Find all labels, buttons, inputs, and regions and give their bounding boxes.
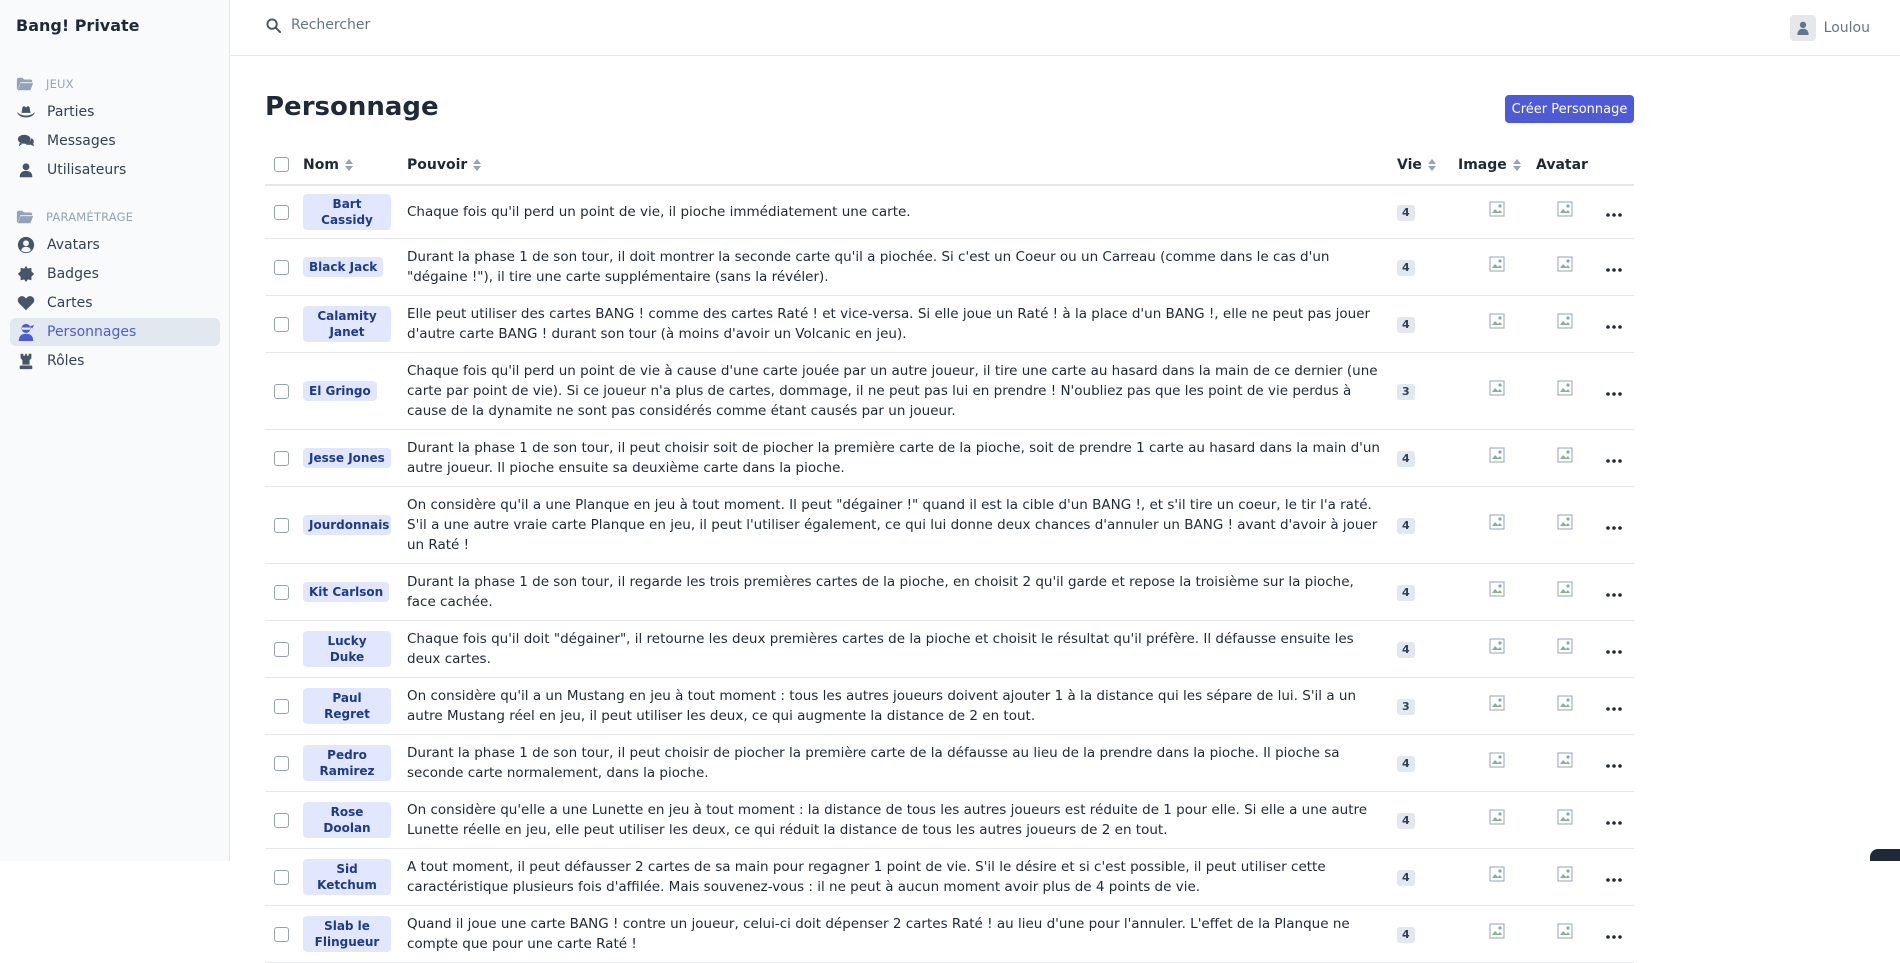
- broken-image-icon: [1557, 201, 1573, 217]
- character-power: On considère qu'il a une Planque en jeu à tout moment. Il peut "dégainer !" quand il est la cible d'un BANG !, et s'il tire un coeur, le tir l'a raté. S'il a une autre vraie carte Planque en jeu, il peut l'utiliser également, ce qui lui donne deux chances d'annuler un BANG ! avant d'avoir à jouer un Raté !: [407, 487, 1397, 564]
- row-actions-button[interactable]: [1594, 849, 1634, 906]
- character-name[interactable]: Rose Doolan: [303, 802, 391, 838]
- column-label: Avatar: [1536, 156, 1588, 173]
- broken-image-icon: [1557, 638, 1573, 654]
- row-actions-button[interactable]: [1594, 735, 1634, 792]
- broken-image-icon: [1557, 752, 1573, 768]
- avatar-cell: [1536, 296, 1594, 353]
- row-actions-button[interactable]: [1594, 430, 1634, 487]
- user-icon: [1796, 21, 1810, 35]
- broken-image-icon: [1557, 313, 1573, 329]
- more-horizontal-icon: [1606, 392, 1622, 396]
- table-row: [265, 353, 1634, 430]
- table-row: [265, 621, 1634, 678]
- vie-badge: 4: [1397, 205, 1415, 221]
- user-icon: [17, 161, 35, 179]
- section-parametrage: [16, 208, 133, 226]
- section-jeux: [16, 75, 74, 93]
- broken-image-icon: [1489, 256, 1505, 272]
- avatar-cell: [1536, 353, 1594, 430]
- search-box[interactable]: [266, 17, 691, 33]
- broken-image-icon: [1557, 809, 1573, 825]
- character-power: Chaque fois qu'il perd un point de vie, il pioche immédiatement une carte.: [407, 185, 1397, 239]
- more-horizontal-icon: [1606, 707, 1622, 711]
- more-horizontal-icon: [1606, 650, 1622, 654]
- row-actions-button[interactable]: [1594, 678, 1634, 735]
- vie-badge: 4: [1397, 813, 1415, 829]
- sidebar-item-badges[interactable]: [10, 260, 220, 288]
- broken-image-icon: [1489, 447, 1505, 463]
- table-row: [265, 849, 1634, 906]
- avatar-cell: [1536, 430, 1594, 487]
- row-checkbox[interactable]: [274, 205, 289, 220]
- corner-widget: [1870, 849, 1900, 861]
- row-checkbox[interactable]: [274, 518, 289, 533]
- column-header-avatar: [1536, 145, 1594, 185]
- sort-icon: [1428, 159, 1436, 171]
- broken-image-icon: [1489, 923, 1505, 939]
- row-checkbox[interactable]: [274, 451, 289, 466]
- character-name[interactable]: Black Jack: [303, 257, 383, 277]
- avatar-cell: [1536, 621, 1594, 678]
- certificate-icon: [17, 265, 35, 283]
- user-menu[interactable]: [1790, 15, 1870, 41]
- folder-open-icon: [16, 208, 34, 226]
- select-all-checkbox[interactable]: [274, 157, 289, 172]
- vie-badge: 3: [1397, 384, 1415, 400]
- row-checkbox[interactable]: [274, 813, 289, 828]
- comments-icon: [17, 132, 35, 150]
- character-name[interactable]: Slab le Flingueur: [303, 916, 391, 952]
- character-power: On considère qu'il a un Mustang en jeu à tout moment : tous les autres joueurs doivent ajouter 1 à la distance qui les sépare de lui. S'il a un autre Mustang réel en jeu, il peut utiliser les deux, ce qui augmente la distance de 2 en tout.: [407, 678, 1397, 735]
- character-name[interactable]: Calamity Janet: [303, 306, 391, 342]
- image-cell: [1458, 296, 1536, 353]
- image-cell: [1458, 353, 1536, 430]
- folder-open-icon: [16, 75, 34, 93]
- broken-image-icon: [1489, 866, 1505, 882]
- vie-badge: 4: [1397, 317, 1415, 333]
- broken-image-icon: [1557, 380, 1573, 396]
- image-cell: [1458, 487, 1536, 564]
- column-label: Vie: [1397, 156, 1422, 173]
- character-power: Quand il joue une carte BANG ! contre un joueur, celui-ci doit dépenser 2 cartes Raté ! au lieu d'une pour l'annuler. L'effet de la Planque ne compte que pour une carte Raté !: [407, 906, 1397, 963]
- app-brand[interactable]: Bang! Private: [16, 16, 140, 35]
- more-horizontal-icon: [1606, 268, 1622, 272]
- image-cell: [1458, 735, 1536, 792]
- sidebar-item-label: Personnages: [47, 324, 137, 340]
- sort-icon: [345, 159, 353, 171]
- vie-badge: 3: [1397, 699, 1415, 715]
- row-actions-button[interactable]: [1594, 792, 1634, 849]
- row-actions-button[interactable]: [1594, 487, 1634, 564]
- avatar-cell: [1536, 239, 1594, 296]
- character-name[interactable]: Jesse Jones: [303, 448, 391, 468]
- row-actions-button[interactable]: [1594, 239, 1634, 296]
- sidebar-item-roles[interactable]: [10, 347, 220, 375]
- character-power: Durant la phase 1 de son tour, il peut choisir de piocher la première carte de la défausse au lieu de la prendre dans la pioche. Il pioche sa seconde carte normalement, dans la pioche.: [407, 735, 1397, 792]
- personnage-table: [265, 145, 1634, 963]
- vie-badge: 4: [1397, 642, 1415, 658]
- character-name[interactable]: Lucky Duke: [303, 631, 391, 667]
- image-cell: [1458, 185, 1536, 239]
- column-label: Nom: [303, 156, 339, 173]
- character-power: A tout moment, il peut défausser 2 cartes de sa main pour regagner 1 point de vie. S'il le désire et si c'est possible, il peut utiliser cette caractéristique plusieurs fois d'affilée. Mais souvenez-vous : il ne peut à aucun moment avoir plus de 4 points de vie.: [407, 849, 1397, 906]
- character-power: Durant la phase 1 de son tour, il regarde les trois premières cartes de la pioche, en choisit 2 qu'il garde et repose la troisième sur la pioche, face cachée.: [407, 564, 1397, 621]
- row-actions-button[interactable]: [1594, 906, 1634, 963]
- more-horizontal-icon: [1606, 878, 1622, 882]
- sidebar-item-avatars[interactable]: [10, 231, 220, 259]
- row-checkbox[interactable]: [274, 384, 289, 399]
- avatar-cell: [1536, 678, 1594, 735]
- broken-image-icon: [1557, 514, 1573, 530]
- broken-image-icon: [1489, 638, 1505, 654]
- image-cell: [1458, 239, 1536, 296]
- avatar: [1790, 15, 1816, 41]
- broken-image-icon: [1489, 581, 1505, 597]
- character-power: Durant la phase 1 de son tour, il doit montrer la seconde carte qu'il a piochée. Si c'est un Coeur ou un Carreau (comme dans le cas d'un "dégaine !"), il tire une carte supplémentaire (sans la révéler).: [407, 239, 1397, 296]
- column-label: Pouvoir: [407, 156, 468, 173]
- broken-image-icon: [1557, 581, 1573, 597]
- broken-image-icon: [1489, 514, 1505, 530]
- broken-image-icon: [1489, 380, 1505, 396]
- row-actions-button[interactable]: [1594, 621, 1634, 678]
- broken-image-icon: [1557, 447, 1573, 463]
- row-actions-button[interactable]: [1594, 353, 1634, 430]
- row-checkbox[interactable]: [274, 699, 289, 714]
- character-name[interactable]: Paul Regret: [303, 688, 391, 724]
- sidebar-item-utilisateurs[interactable]: [10, 156, 220, 184]
- sidebar-item-parties[interactable]: [10, 98, 220, 126]
- more-horizontal-icon: [1606, 821, 1622, 825]
- vie-badge: 4: [1397, 260, 1415, 276]
- character-name[interactable]: Bart Cassidy: [303, 194, 391, 230]
- sidebar-item-label: Utilisateurs: [47, 162, 127, 178]
- table-row: [265, 296, 1634, 353]
- table-row: [265, 564, 1634, 621]
- image-cell: [1458, 906, 1536, 963]
- more-horizontal-icon: [1606, 935, 1622, 939]
- sidebar-item-cartes[interactable]: [10, 289, 220, 317]
- vie-badge: 4: [1397, 870, 1415, 886]
- row-checkbox[interactable]: [274, 317, 289, 332]
- character-name[interactable]: Sid Ketchum: [303, 859, 391, 895]
- table-row: [265, 239, 1634, 296]
- row-actions-button[interactable]: [1594, 564, 1634, 621]
- image-cell: [1458, 849, 1536, 906]
- column-header-nom[interactable]: [303, 145, 407, 185]
- sidebar-item-messages[interactable]: [10, 127, 220, 155]
- user-name: Loulou: [1823, 20, 1870, 36]
- character-name[interactable]: El Gringo: [303, 381, 377, 401]
- sidebar-item-label: Messages: [47, 133, 116, 149]
- avatar-cell: [1536, 849, 1594, 906]
- vie-badge: 4: [1397, 927, 1415, 943]
- sort-icon: [473, 159, 481, 171]
- topbar: [231, 0, 1900, 56]
- broken-image-icon: [1489, 201, 1505, 217]
- vie-badge: 4: [1397, 518, 1415, 534]
- section-label: JEUX: [46, 77, 74, 91]
- row-checkbox[interactable]: [274, 585, 289, 600]
- sidebar-item-label: Cartes: [47, 295, 93, 311]
- row-checkbox[interactable]: [274, 260, 289, 275]
- more-horizontal-icon: [1606, 526, 1622, 530]
- more-horizontal-icon: [1606, 459, 1622, 463]
- sidebar-item-label: Badges: [47, 266, 99, 282]
- row-checkbox[interactable]: [274, 756, 289, 771]
- row-checkbox[interactable]: [274, 927, 289, 942]
- search-icon: [266, 18, 281, 33]
- broken-image-icon: [1557, 256, 1573, 272]
- broken-image-icon: [1489, 809, 1505, 825]
- table-row: [265, 430, 1634, 487]
- avatar-cell: [1536, 564, 1594, 621]
- row-actions-button[interactable]: [1594, 296, 1634, 353]
- more-horizontal-icon: [1606, 213, 1622, 217]
- table-header-row: [265, 145, 1634, 185]
- avatar-cell: [1536, 735, 1594, 792]
- image-cell: [1458, 430, 1536, 487]
- cowboy-hat-icon: [17, 103, 35, 121]
- table-row: [265, 678, 1634, 735]
- row-checkbox[interactable]: [274, 870, 289, 885]
- broken-image-icon: [1557, 695, 1573, 711]
- broken-image-icon: [1489, 313, 1505, 329]
- character-name[interactable]: Jourdonnais: [303, 515, 391, 535]
- table-row: [265, 185, 1634, 239]
- character-power: Durant la phase 1 de son tour, il peut choisir soit de piocher la première carte de la pioche, soit de prendre 1 carte au hasard dans la main d'un autre joueur. Il pioche ensuite sa deuxième carte dans la pioche.: [407, 430, 1397, 487]
- heart-icon: [17, 294, 35, 312]
- table-row: [265, 792, 1634, 849]
- broken-image-icon: [1489, 695, 1505, 711]
- vie-badge: 4: [1397, 585, 1415, 601]
- image-cell: [1458, 621, 1536, 678]
- search-input[interactable]: [291, 17, 691, 33]
- row-checkbox[interactable]: [274, 642, 289, 657]
- character-power: On considère qu'elle a une Lunette en jeu à tout moment : la distance de tous les autres joueurs est réduite de 1 pour elle. Si elle a une autre Lunette réelle en jeu, elle peut utiliser les deux, ce qui réduit la distance de tous les autres joueurs de 2 en tout.: [407, 792, 1397, 849]
- table-row: [265, 906, 1634, 963]
- more-horizontal-icon: [1606, 764, 1622, 768]
- avatar-cell: [1536, 906, 1594, 963]
- avatar-cell: [1536, 792, 1594, 849]
- section-label: PARAMÉTRAGE: [46, 210, 134, 224]
- sidebar: [0, 0, 230, 861]
- column-header-pouvoir[interactable]: [407, 145, 1397, 185]
- user-circle-icon: [17, 236, 35, 254]
- table-body: [265, 185, 1634, 963]
- table-row: [265, 487, 1634, 564]
- character-power: Elle peut utiliser des cartes BANG ! comme des cartes Raté ! et vice-versa. Si elle joue un Raté ! à la place d'un BANG !, elle ne peut pas jouer d'autre carte BANG ! durant son tour (à moins d'avoir un Volcanic en jeu).: [407, 296, 1397, 353]
- sidebar-item-label: Rôles: [47, 353, 85, 369]
- sort-icon: [1513, 159, 1521, 171]
- broken-image-icon: [1557, 866, 1573, 882]
- create-personnage-button[interactable]: Créer Personnage: [1505, 95, 1634, 123]
- avatar-cell: [1536, 185, 1594, 239]
- character-power: Chaque fois qu'il doit "dégainer", il retourne les deux premières cartes de la pioche et choisit le résultat qu'il préfère. Il défausse ensuite les deux cartes.: [407, 621, 1397, 678]
- broken-image-icon: [1489, 752, 1505, 768]
- avatar-cell: [1536, 487, 1594, 564]
- character-name[interactable]: Pedro Ramirez: [303, 745, 391, 781]
- vie-badge: 4: [1397, 756, 1415, 772]
- column-header-vie[interactable]: [1397, 145, 1458, 185]
- image-cell: [1458, 792, 1536, 849]
- character-name[interactable]: Kit Carlson: [303, 582, 389, 602]
- more-horizontal-icon: [1606, 325, 1622, 329]
- vie-badge: 4: [1397, 451, 1415, 467]
- image-cell: [1458, 564, 1536, 621]
- character-power: Chaque fois qu'il perd un point de vie à cause d'une carte jouée par un autre joueur, il tire une carte au hasard dans la main de ce dernier (une carte par point de vie). Si ce joueur n'a plus de cartes, dommage, il ne peut pas lui en prendre ! N'oubliez pas que les point de vie perdus à cause de la dynamite ne sont pas considérés comme étant causés par un joueur.: [407, 353, 1397, 430]
- page-title: Personnage: [265, 92, 439, 122]
- image-cell: [1458, 678, 1536, 735]
- row-actions-button[interactable]: [1594, 185, 1634, 239]
- column-label: Image: [1458, 156, 1507, 173]
- chess-rook-icon: [17, 352, 35, 370]
- user-ninja-icon: [17, 323, 35, 341]
- sidebar-item-label: Parties: [47, 104, 95, 120]
- sidebar-item-personnages[interactable]: [10, 318, 220, 346]
- more-horizontal-icon: [1606, 593, 1622, 597]
- column-header-image[interactable]: [1458, 145, 1536, 185]
- broken-image-icon: [1557, 923, 1573, 939]
- sidebar-item-label: Avatars: [47, 237, 100, 253]
- table-row: [265, 735, 1634, 792]
